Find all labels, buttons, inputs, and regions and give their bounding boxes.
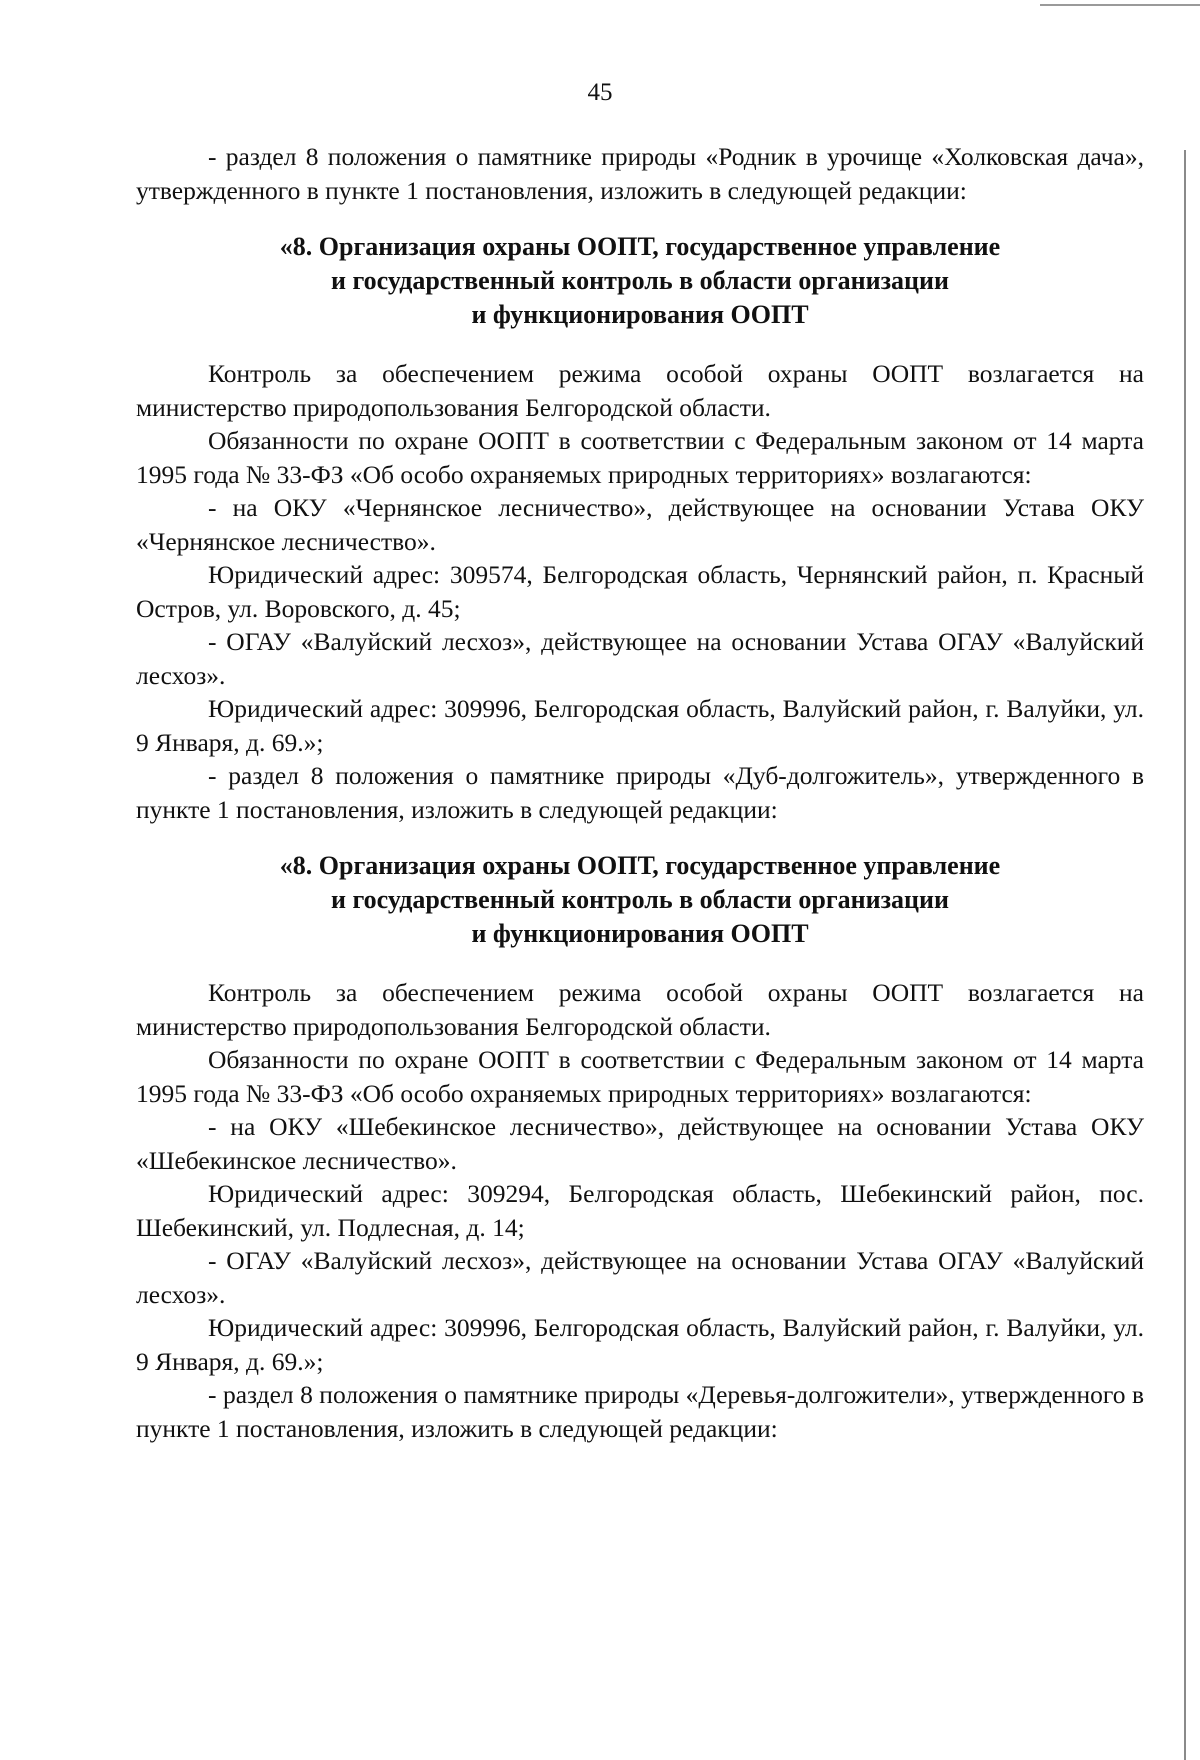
paragraph: Юридический адрес: 309996, Белгородская область, Валуйский район, г. Валуйки, ул. 9 Января, д. 69.»; bbox=[136, 1313, 1144, 1376]
section-heading bbox=[136, 849, 1144, 951]
spacer bbox=[136, 207, 1144, 230]
section-heading bbox=[136, 230, 1144, 332]
scan-border-right bbox=[1184, 150, 1186, 1760]
document-body bbox=[136, 140, 1144, 1445]
paragraph: - раздел 8 положения о памятнике природы «Дуб-долгожитель», утвержденного в пункте 1 постановления, изложить в следующей редакции: bbox=[136, 761, 1144, 824]
spacer bbox=[136, 826, 1144, 849]
heading-line: «8. Организация охраны ООПТ, государственное управление bbox=[279, 851, 1001, 880]
heading-line: и функционирования ООПТ bbox=[471, 300, 809, 329]
paragraph: - раздел 8 положения о памятнике природы «Деревья-долгожители», утвержденного в пункте 1 постановления, изложить в следующей редакции: bbox=[136, 1380, 1144, 1443]
page-number: 45 bbox=[587, 79, 613, 106]
paragraph: Юридический адрес: 309574, Белгородская область, Чернянский район, п. Красный Остров, ул. Воровского, д. 45; bbox=[136, 560, 1144, 623]
paragraph: Контроль за обеспечением режима особой охраны ООПТ возлагается на министерство природопользования Белгородской области. bbox=[136, 978, 1144, 1041]
heading-line: и государственный контроль в области организации bbox=[331, 266, 949, 295]
paragraph: Юридический адрес: 309996, Белгородская область, Валуйский район, г. Валуйки, ул. 9 Января, д. 69.»; bbox=[136, 694, 1144, 757]
spacer bbox=[136, 332, 1144, 357]
paragraph: - на ОКУ «Чернянское лесничество», действующее на основании Устава ОКУ «Чернянское лесничество». bbox=[136, 493, 1144, 556]
paragraph: Обязанности по охране ООПТ в соответствии с Федеральным законом от 14 марта 1995 года № 33-ФЗ «Об особо охраняемых природных территориях» возлагаются: bbox=[136, 426, 1144, 489]
paragraph: Обязанности по охране ООПТ в соответствии с Федеральным законом от 14 марта 1995 года № 33-ФЗ «Об особо охраняемых природных территориях» возлагаются: bbox=[136, 1045, 1144, 1108]
paragraph: - ОГАУ «Валуйский лесхоз», действующее на основании Устава ОГАУ «Валуйский лесхоз». bbox=[136, 627, 1144, 690]
heading-line: и государственный контроль в области организации bbox=[331, 885, 949, 914]
spacer bbox=[136, 951, 1144, 976]
heading-line: и функционирования ООПТ bbox=[471, 919, 809, 948]
scan-border-top bbox=[1040, 4, 1200, 6]
paragraph: - на ОКУ «Шебекинское лесничество», действующее на основании Устава ОКУ «Шебекинское лесничество». bbox=[136, 1112, 1144, 1175]
paragraph: Контроль за обеспечением режима особой охраны ООПТ возлагается на министерство природопользования Белгородской области. bbox=[136, 359, 1144, 422]
paragraph: Юридический адрес: 309294, Белгородская область, Шебекинский район, пос. Шебекинский, ул. Подлесная, д. 14; bbox=[136, 1179, 1144, 1242]
paragraph: - ОГАУ «Валуйский лесхоз», действующее на основании Устава ОГАУ «Валуйский лесхоз». bbox=[136, 1246, 1144, 1309]
heading-line: «8. Организация охраны ООПТ, государственное управление bbox=[279, 232, 1001, 261]
paragraph: - раздел 8 положения о памятнике природы «Родник в урочище «Холковская дача», утвержденного в пункте 1 постановления, изложить в следующей редакции: bbox=[136, 142, 1144, 205]
